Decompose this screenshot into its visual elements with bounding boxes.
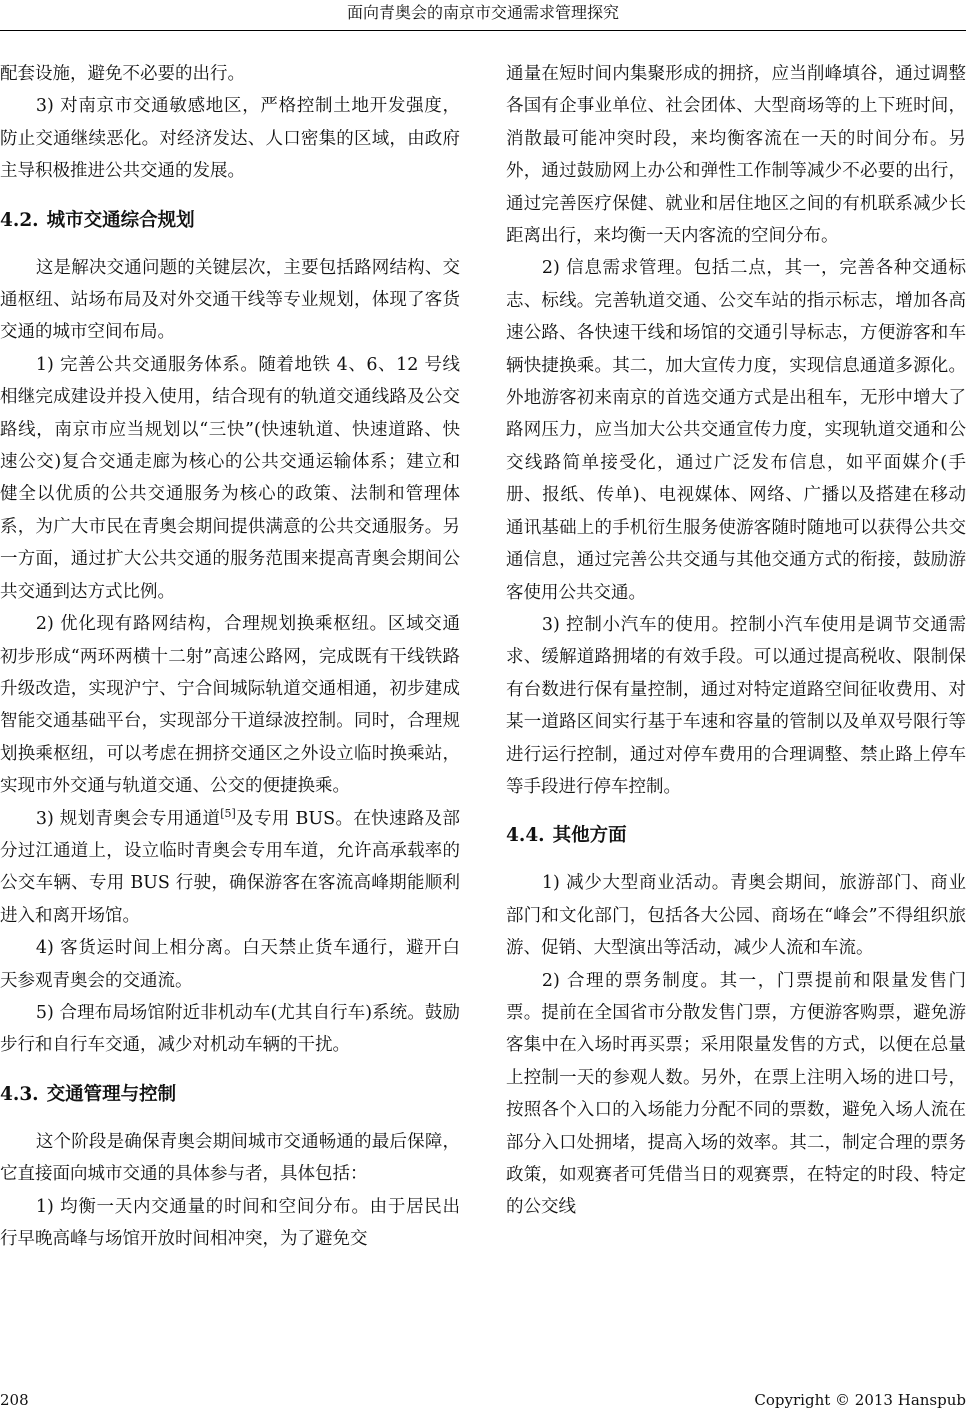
- running-header: 面向青奥会的南京市交通需求管理探究: [346, 3, 619, 22]
- copyright-notice: Copyright © 2013 Hanspub: [754, 1391, 966, 1409]
- paragraph: 5) 合理布局场馆附近非机动车(尤其自行车)系统。鼓励步行和自行车交通，减少对机动车辆的干扰。: [0, 1002, 460, 1056]
- page-number: 208: [0, 1391, 29, 1409]
- section-heading-4-3: [0, 1080, 460, 1110]
- paragraph: 3) 控制小汽车的使用。控制小汽车使用是调节交通需求、缓解道路拥堵的有效手段。可以通过提高税收、限制保有台数进行保有量控制，通过对特定道路空间征收费用、对某一道路区间实行基于车速和容量的管制以及单双号限行等进行运行控制，通过对停车费用的合理调整、禁止路上停车等手段进行停车控制。: [506, 614, 966, 797]
- citation-ref: [5]: [220, 806, 236, 820]
- section-heading-4-4: [506, 821, 966, 851]
- section-number: 4.3.: [0, 1083, 39, 1105]
- section-title: 其他方面: [552, 825, 627, 847]
- paragraph: 配套设施，避免不必要的出行。: [0, 64, 245, 84]
- paragraph: 1) 完善公共交通服务体系。随着地铁 4、6、12 号线相继完成建设并投入使用，结合现有的轨道交通线路及公交路线，南京市应当规划以“三快”(快速轨道、快速道路、快速公交)复合交通走廊为核心的公共交通运输体系；建立和健全以优质的公共交通服务为核心的政策、法制和管理体系，为广大市民在青奥会期间提供满意的公共交通服务。另一方面，通过扩大公共交通的服务范围来提高青奥会期间公共交通到达方式比例。: [0, 354, 460, 602]
- header-rule: [0, 30, 966, 31]
- paragraph: 2) 合理的票务制度。其一，门票提前和限量发售门票。提前在全国省市分散发售门票，方便游客购票，避免游客集中在入场时再买票；采用限量发售的方式，以便在总量上控制一天的参观人数。另外，在票上注明入场的进口号，按照各个入口的入场能力分配不同的票数，避免入场人流在部分入口处拥堵，提高入场的效率。其二，制定合理的票务政策，如观赛者可凭借当日的观赛票，在特定的时段、特定的公交线: [506, 970, 966, 1218]
- paragraph: 2) 信息需求管理。包括二点，其一，完善各种交通标志、标线。完善轨道交通、公交车站的指示标志，增加各高速公路、各快速干线和场馆的交通引导标志，方便游客和车辆快捷换乘。其二，加大宣传力度，实现信息通道多源化。外地游客初来南京的首选交通方式是出租车，无形中增大了路网压力，应当加大公共交通宣传力度，实现轨道交通和公交线路简单接受化，通过广泛发布信息，如平面媒介(手册、报纸、传单)、电视媒体、网络、广播以及搭建在移动通讯基础上的手机衍生服务使游客随时随地可以获得公共交通信息，通过完善公共交通与其他交通方式的衔接，鼓励游客使用公共交通。: [506, 258, 966, 603]
- left-column: [0, 58, 460, 1255]
- section-number: 4.2.: [0, 209, 39, 231]
- paragraph: 1) 减少大型商业活动。青奥会期间，旅游部门、商业部门和文化部门，包括各大公园、商场在“峰会”不得组织旅游、促销、大型演出等活动，减少人流和车流。: [506, 873, 966, 959]
- paragraph: 2) 优化现有路网结构，合理规划换乘枢纽。区域交通初步形成“两环两横十二射”高速公路网，完成既有干线铁路升级改造，实现沪宁、宁合间城际轨道交通相通，初步建成智能交通基础平台，实现部分干道绿波控制。同时，合理规划换乘枢纽，可以考虑在拥挤交通区之外设立临时换乘站，实现市外交通与轨道交通、公交的便捷换乘。: [0, 614, 460, 797]
- paragraph: 通量在短时间内集聚形成的拥挤，应当削峰填谷，通过调整各国有企事业单位、社会团体、大型商场等的上下班时间，消散最可能冲突时段，来均衡客流在一天的时间分布。另外，通过鼓励网上办公和弹性工作制等减少不必要的出行，通过完善医疗保健、就业和居住地区之间的有机联系减少长距离出行，来均衡一天内客流的空间分布。: [506, 64, 966, 247]
- section-heading-4-2: [0, 206, 460, 236]
- right-column: [506, 58, 966, 1224]
- section-number: 4.4.: [506, 825, 545, 847]
- paragraph: 3) 对南京市交通敏感地区，严格控制土地开发强度，防止交通继续恶化。对经济发达、人口密集的区域，由政府主导积极推进公共交通的发展。: [0, 96, 460, 182]
- section-title: 城市交通综合规划: [46, 209, 195, 231]
- paragraph: 4) 客货运时间上相分离。白天禁止货车通行，避开白天参观青奥会的交通流。: [0, 938, 460, 991]
- paragraph: 这个阶段是确保青奥会期间城市交通畅通的最后保障，它直接面向城市交通的具体参与者，具体包括：: [0, 1131, 460, 1185]
- paragraph: 1) 均衡一天内交通量的时间和空间分布。由于居民出行早晚高峰与场馆开放时间相冲突，为了避免交: [0, 1196, 460, 1249]
- section-title: 交通管理与控制: [46, 1083, 177, 1105]
- paragraph-text: 3) 规划青奥会专用通道: [35, 808, 221, 829]
- paragraph-text: 及专用 BUS。在快速路及部分过江通道上，设立临时青奥会专用车道，允许高承载率的公交车辆、专用 BUS 行驶，确保游客在客流高峰期能顺利进入和离开场馆。: [0, 808, 460, 926]
- paragraph: 这是解决交通问题的关键层次，主要包括路网结构、交通枢纽、站场布局及对外交通干线等专业规划，体现了客货交通的城市空间布局。: [0, 257, 460, 343]
- paragraph: [0, 803, 460, 933]
